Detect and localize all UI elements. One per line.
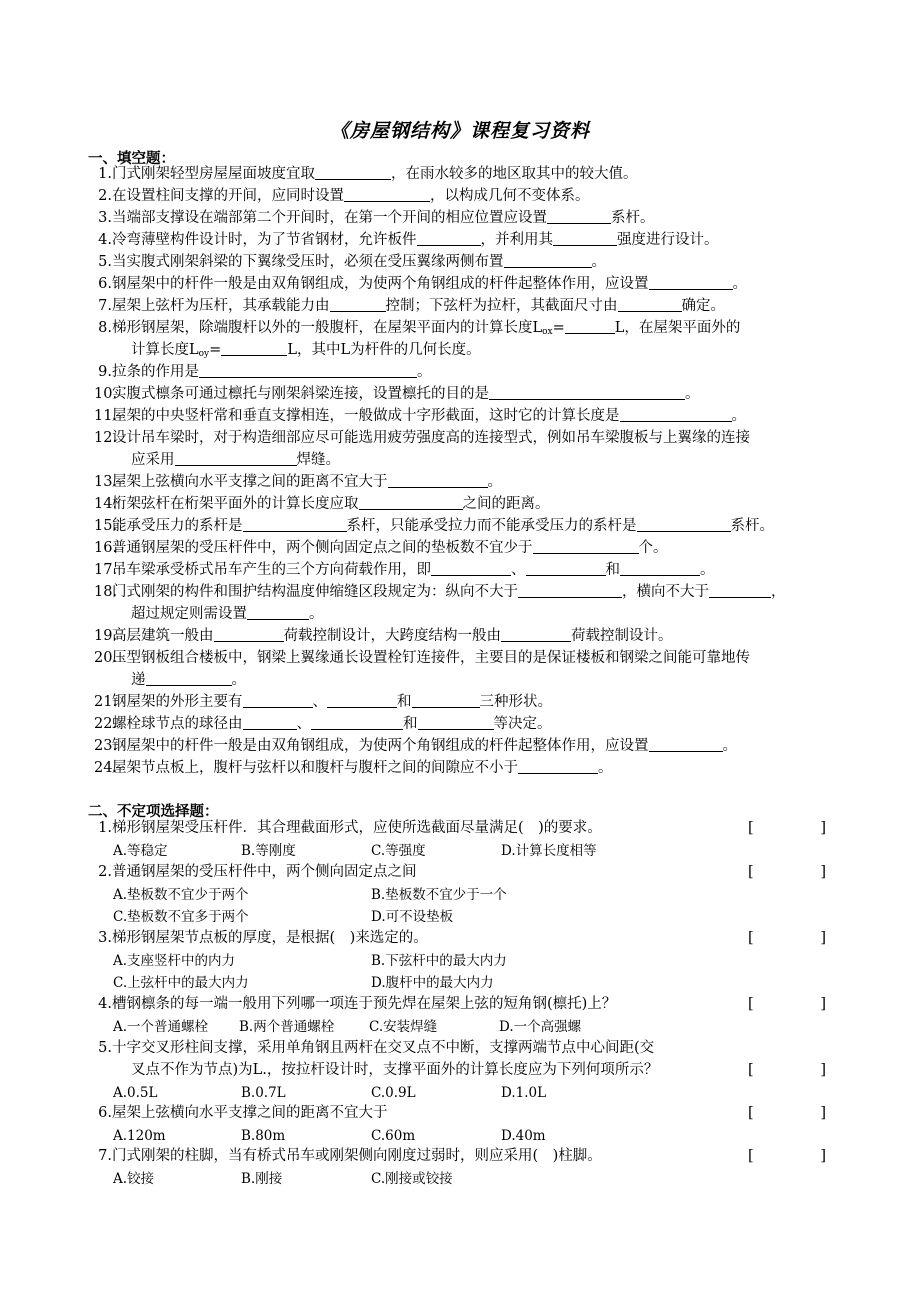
question-11: 11.屋架的中央竖杆常和垂直支撑相连，一般做成十字形截面，这时它的计算长度是 。 (94, 408, 746, 424)
answer-blank[interactable] (649, 274, 733, 290)
question-18: 18.门式刚架的构件和围护结构温度伸缩缝区段规定为：纵向不大于 ，横向不大于 ， (94, 584, 786, 600)
option-a[interactable]: A.120m (113, 1128, 166, 1144)
option-d[interactable]: D.1.0L (501, 1085, 547, 1101)
answer-blank[interactable] (344, 186, 430, 202)
question-12: 12.设计吊车梁时，对于构造细部应尽可能选用疲劳强度高的连接型式，例如吊车梁腹板与上翼缘的连接 (94, 430, 750, 446)
option-c[interactable]: C.60m (371, 1128, 416, 1144)
question-3: 3.当端部支撑设在端部第二个开间时，在第一个开间的相应位置应设置 系杆。 (98, 210, 655, 226)
option-d[interactable]: D.腹杆中的最大内力 (371, 975, 494, 991)
question-5: 5.当实腹式刚架斜梁的下翼缘受压时，必须在受压翼缘两侧布置 。 (98, 254, 606, 270)
question-2: 2.在设置柱间支撑的开间，应同时设置 ，以构成几何不变体系。 (98, 188, 590, 204)
choice-question-5-continued: 叉点不作为节点)为L.，按拉杆设计时，支撑平面外的计算长度应为下列何项所示？ (131, 1062, 659, 1078)
choice-question-4: 4.槽钢檩条的每一端一般用下列哪一项连于预先焊在屋架上弦的短角钢(檩托)上？ (98, 996, 617, 1012)
choice-question-3: 3.梯形钢屋架节点板的厚度，是根据( )来选定的。 (98, 930, 428, 946)
option-d[interactable]: D.计算长度相等 (501, 843, 597, 859)
option-b[interactable]: B.80m (241, 1128, 286, 1144)
answer-blank[interactable] (620, 560, 700, 576)
choice-question-7: 7.门式刚架的柱脚，当有桥式吊车或刚架侧向刚度过弱时，则应采用( )柱脚。 (98, 1148, 602, 1164)
option-a[interactable]: A.铰接 (113, 1171, 155, 1187)
choice-question-2: 2.普通钢屋架的受压杆件中，两个侧向固定点之间 (98, 864, 417, 880)
option-b[interactable]: B.刚接 (241, 1171, 283, 1187)
answer-blank[interactable] (620, 406, 732, 422)
option-c[interactable]: C.上弦杆中的最大内力 (113, 975, 249, 991)
answer-blank[interactable] (214, 626, 284, 642)
answer-bracket[interactable]: [ ] (748, 1148, 826, 1164)
answer-blank[interactable] (565, 318, 615, 334)
answer-blank[interactable] (618, 296, 682, 312)
question-17: 17.吊车梁承受桥式吊车产生的三个方向荷载作用，即 、 和 。 (94, 562, 715, 578)
question-7: 7.屋架上弦杆为压杆，其承载能力由 控制；下弦杆为拉杆，其截面尺寸由 确定。 (98, 298, 725, 314)
answer-blank[interactable] (501, 626, 571, 642)
answer-blank[interactable] (327, 692, 397, 708)
answer-blank[interactable] (526, 560, 606, 576)
question-19: 19.高层建筑一般由 荷载控制设计，大跨度结构一般由 荷载控制设计。 (94, 628, 673, 644)
option-a[interactable]: A.一个普通螺栓 (113, 1019, 209, 1035)
question-6: 6.钢屋架中的杆件一般是由双角钢组成，为使两个角钢组成的杆件起整体作用，应设置 。 (98, 276, 747, 292)
question-12-continued: 应采用 焊缝。 (131, 452, 340, 468)
answer-blank[interactable] (431, 560, 511, 576)
answer-blank[interactable] (315, 164, 391, 180)
option-b[interactable]: B.下弦杆中的最大内力 (371, 953, 507, 969)
answer-blank[interactable] (418, 714, 494, 730)
answer-blank[interactable] (247, 604, 309, 620)
answer-blank[interactable] (412, 692, 480, 708)
option-a[interactable]: A.支座竖杆中的内力 (113, 953, 236, 969)
option-c[interactable]: C.安装焊缝 (369, 1019, 438, 1035)
answer-blank[interactable] (243, 714, 297, 730)
question-24: 24.屋架节点板上，腹杆与弦杆以和腹杆与腹杆之间的间隙应不小于 。 (94, 760, 613, 776)
question-18-continued: 超过规定则需设置 。 (131, 606, 324, 622)
option-d[interactable]: D.一个高强螺 (499, 1019, 582, 1035)
answer-blank[interactable] (311, 714, 403, 730)
answer-blank[interactable] (489, 384, 685, 400)
option-a[interactable]: A.0.5L (113, 1085, 158, 1101)
section-heading-fill-blank: 一、填空题： (88, 151, 175, 167)
option-b[interactable]: B.0.7L (241, 1085, 286, 1101)
answer-bracket[interactable]: [ ] (748, 864, 826, 880)
question-13: 13.屋架上弦横向水平支撑之间的距离不宜大于 。 (94, 474, 502, 490)
answer-bracket[interactable]: [ ] (748, 1062, 826, 1078)
question-10: 10.实腹式檩条可通过檩托与刚架斜梁连接，设置檩托的目的是 。 (94, 386, 700, 402)
section-heading-multiple-choice: 二、不定项选择题： (88, 804, 219, 820)
answer-blank[interactable] (243, 692, 313, 708)
answer-blank[interactable] (388, 472, 488, 488)
choice-question-1: 1.梯形钢屋架受压杆件．其合理截面形式，应使所选截面尽量满足( )的要求。 (98, 820, 602, 836)
answer-blank[interactable] (146, 670, 232, 686)
question-21: 21.钢屋架的外形主要有 、 和 三种形状。 (94, 694, 552, 710)
answer-bracket[interactable]: [ ] (748, 996, 826, 1012)
answer-bracket[interactable]: [ ] (748, 820, 826, 836)
answer-blank[interactable] (175, 450, 297, 466)
answer-blank[interactable] (199, 362, 417, 378)
question-1: 1.门式刚架轻型房屋屋面坡度宜取 ，在雨水较多的地区取其中的较大值。 (98, 166, 638, 182)
answer-blank[interactable] (518, 582, 622, 598)
question-16: 16.普通钢屋架的受压杆件中，两个侧向固定点之间的垫板数不宜少于 个。 (94, 540, 668, 556)
choice-question-5: 5.十字交叉形柱间支撑，采用单角钢且两杆在交叉点不中断，支撑两端节点中心间距(交 (98, 1040, 655, 1056)
option-c[interactable]: C.垫板数不宜多于两个 (113, 909, 249, 925)
option-c[interactable]: C.刚接或铰接 (371, 1171, 453, 1187)
answer-blank[interactable] (649, 736, 723, 752)
question-15: 15.能承受压力的系杆是 系杆，只能承受拉力而不能承受压力的系杆是 系杆。 (94, 518, 774, 534)
option-d[interactable]: D.可不设垫板 (371, 909, 454, 925)
question-8-continued: 计算长度$L_{oy}= L$，其中L为杆件的几何长度。 (131, 342, 481, 359)
answer-blank[interactable] (330, 296, 386, 312)
answer-blank[interactable] (553, 230, 617, 246)
option-b[interactable]: B.等刚度 (241, 843, 296, 859)
option-b[interactable]: B.两个普通螺栓 (239, 1019, 335, 1035)
answer-blank[interactable] (637, 516, 731, 532)
question-20: 20.压型钢板组合楼板中，钢梁上翼缘通长设置栓钉连接件，主要目的是保证楼板和钢梁之间能可靠地传 (94, 650, 750, 666)
answer-blank[interactable] (417, 230, 481, 246)
answer-bracket[interactable]: [ ] (748, 930, 826, 946)
question-22: 22.螺栓球节点的球径由 、 和 等决定。 (94, 716, 552, 732)
page-title: 《房屋钢结构》课程复习资料 (329, 120, 590, 142)
answer-blank[interactable] (547, 208, 611, 224)
option-c[interactable]: C.等强度 (371, 843, 426, 859)
option-c[interactable]: C.0.9L (371, 1085, 416, 1101)
question-4: 4.冷弯薄壁构件设计时，为了节省钢材，允许板件 ，并利用其 强度进行设计。 (98, 232, 719, 248)
answer-blank[interactable] (504, 252, 592, 268)
question-23: 23.钢屋架中的杆件一般是由双角钢组成，为使两个角钢组成的杆件起整体作用，应设置 。 (94, 738, 737, 754)
option-a[interactable]: A.等稳定 (113, 843, 168, 859)
answer-blank[interactable] (518, 758, 598, 774)
question-8: 8.梯形钢屋架，除端腹杆以外的一般腹杆，在屋架平面内的计算长度$L_{ox}= L$，在屋架平面外的 (98, 320, 741, 337)
question-14: 14.桁架弦杆在桁架平面外的计算长度应取 之间的距离。 (94, 496, 550, 512)
answer-bracket[interactable]: [ ] (748, 1105, 826, 1121)
answer-blank[interactable] (709, 582, 771, 598)
question-9: 9.拉条的作用是 。 (98, 364, 432, 380)
option-a[interactable]: A.垫板数不宜少于两个 (113, 887, 249, 903)
question-20-continued: 递 。 (131, 672, 246, 688)
choice-question-6: 6.屋架上弦横向水平支撑之间的距离不宜大于 (98, 1105, 388, 1121)
answer-blank[interactable] (359, 494, 463, 510)
answer-blank[interactable] (221, 340, 287, 356)
answer-blank[interactable] (243, 516, 347, 532)
option-b[interactable]: B.垫板数不宜少于一个 (371, 887, 507, 903)
answer-blank[interactable] (533, 538, 639, 554)
option-d[interactable]: D.40m (501, 1128, 546, 1144)
